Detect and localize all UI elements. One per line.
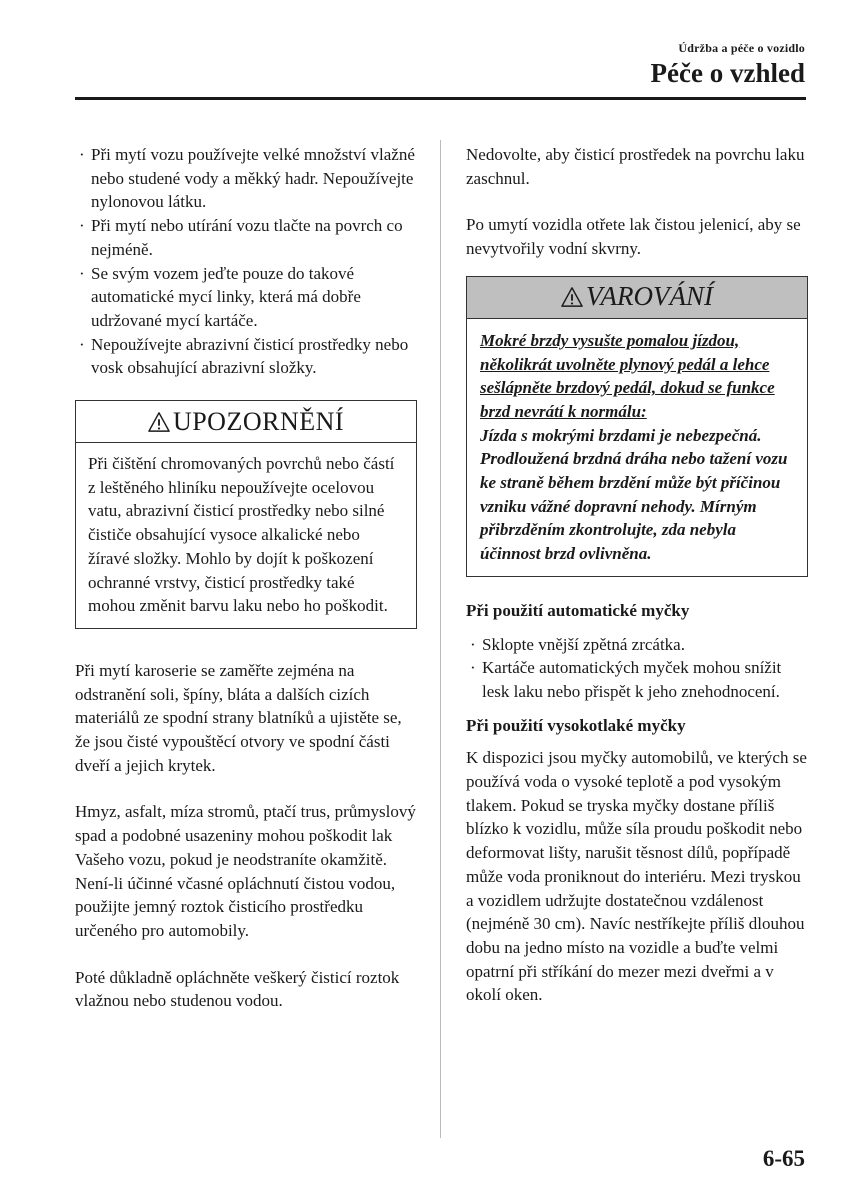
body-paragraph: Hmyz, asfalt, míza stromů, ptačí trus, průmyslový spad a podobné usazeniny mohou poškodit lak Vašeho vozu, pokud je neodstraníte okamžitě. Není-li účinné včasné opláchnutí čistou vodou, použijte jemný roztok čisticího prostředku určeného pro automobily. [75,802,416,940]
page-title: Péče o vzhled [650,58,805,88]
automatic-wash-list [466,633,808,704]
warning-instruction: Mokré brzdy vysušte pomalou jízdou, několikrát uvolněte plynový pedál a lehce sešlápněte brzdový pedál, dokud se funkce brzd nevrátí k normálu: [480,330,775,421]
caution-header [76,401,416,443]
caution-title: UPOZORNĚNÍ [172,406,345,436]
body-paragraph: Při mytí karoserie se zaměřte zejména na odstranění soli, špíny, bláta a dalších cizích materiálů ze spodní strany blatníků a ujistěte se, že jsou čisté vypouštěcí otvory ve spodní části dveří a jejich krytek. [75,660,402,775]
warning-header [467,277,807,319]
list-item: · Kartáče automatických myček mohou snížit lesk laku nebo přispět k jeho znehodnocení. [466,656,808,703]
list-item: · Sklopte vnější zpětná zrcátka. [466,633,808,657]
list-item: · Se svým vozem jeďte pouze do takové automatické mycí linky, která má dobře udržované mycí kartáče. [75,262,420,333]
warning-title: VAROVÁNÍ [586,281,713,312]
care-tips-list [75,143,420,380]
section-heading: Při použití vysokotlaké myčky [466,715,686,735]
list-item: · Při mytí vozu používejte velké množství vlažné nebo studené vody a měkký hadr. Nepoužívejte nylonovou látku. [75,143,420,214]
header-rule [75,97,806,100]
left-column [75,143,420,1013]
warning-triangle-icon [148,411,170,433]
right-column [466,143,808,1007]
body-paragraph: K dispozici jsou myčky automobilů, ve kterých se používá voda o vysoké teplotě a pod vysokým tlakem. Pokud se tryska myčky dostane příliš blízko k vozidlu, může síla proudu poškodit nebo deformovat lišty, narušit těsnost dílů, popřípadě může voda proniknout do interiéru. Mezi tryskou a vozidlem udržujte dostatečnou vzdálenost (nejméně 30 cm). Navíc nestříkejte příliš dlouhou dobu na jedno místo na vozidle a buďte velmi opatrní při stříkání do mezer mezi dveřmi a v okolí oken. [466,748,807,1005]
warning-text-block [467,319,807,576]
section-header: Údržba a péče o vozidlo [678,41,805,55]
body-paragraph: Nedovolte, aby čisticí prostředek na povrchu laku zaschnul. [466,145,805,188]
warning-triangle-icon [561,286,583,308]
caution-text: Při čištění chromovaných povrchů nebo částí z leštěného hliníku nepoužívejte ocelovou vatu, abrazivní čisticí prostředky nebo silné čističe obsahující vysoce alkalické nebo žíravé složky. Mohlo by dojít k poškození ochranné vrstvy, čisticí prostředky také mohou změnit barvu laku nebo ho poškodit. [88,454,395,616]
list-item: · Při mytí nebo utírání vozu tlačte na povrch co nejméně. [75,214,420,261]
warning-explanation: Jízda s mokrými brzdami je nebezpečná. Prodloužená brzdná dráha nebo tažení vozu ke straně během brzdění může být příčinou vzniku vážné dopravní nehody. Mírným přibrzděním zkontrolujte, zda nebyla účinnost brzd ovlivněna. [480,425,788,564]
list-item: · Nepoužívejte abrazivní čisticí prostředky nebo vosk obsahující abrazivní složky. [75,333,420,380]
page-number: 6-65 [762,1146,805,1171]
section-heading: Při použití automatické myčky [466,600,690,620]
warning-box [466,276,808,577]
column-divider [440,140,441,1138]
caution-box [75,400,417,629]
body-paragraph: Po umytí vozidla otřete lak čistou jelenicí, aby se nevytvořily vodní skvrny. [466,215,801,259]
body-paragraph: Poté důkladně opláchněte veškerý čisticí roztok vlažnou nebo studenou vodou. [75,967,400,1011]
